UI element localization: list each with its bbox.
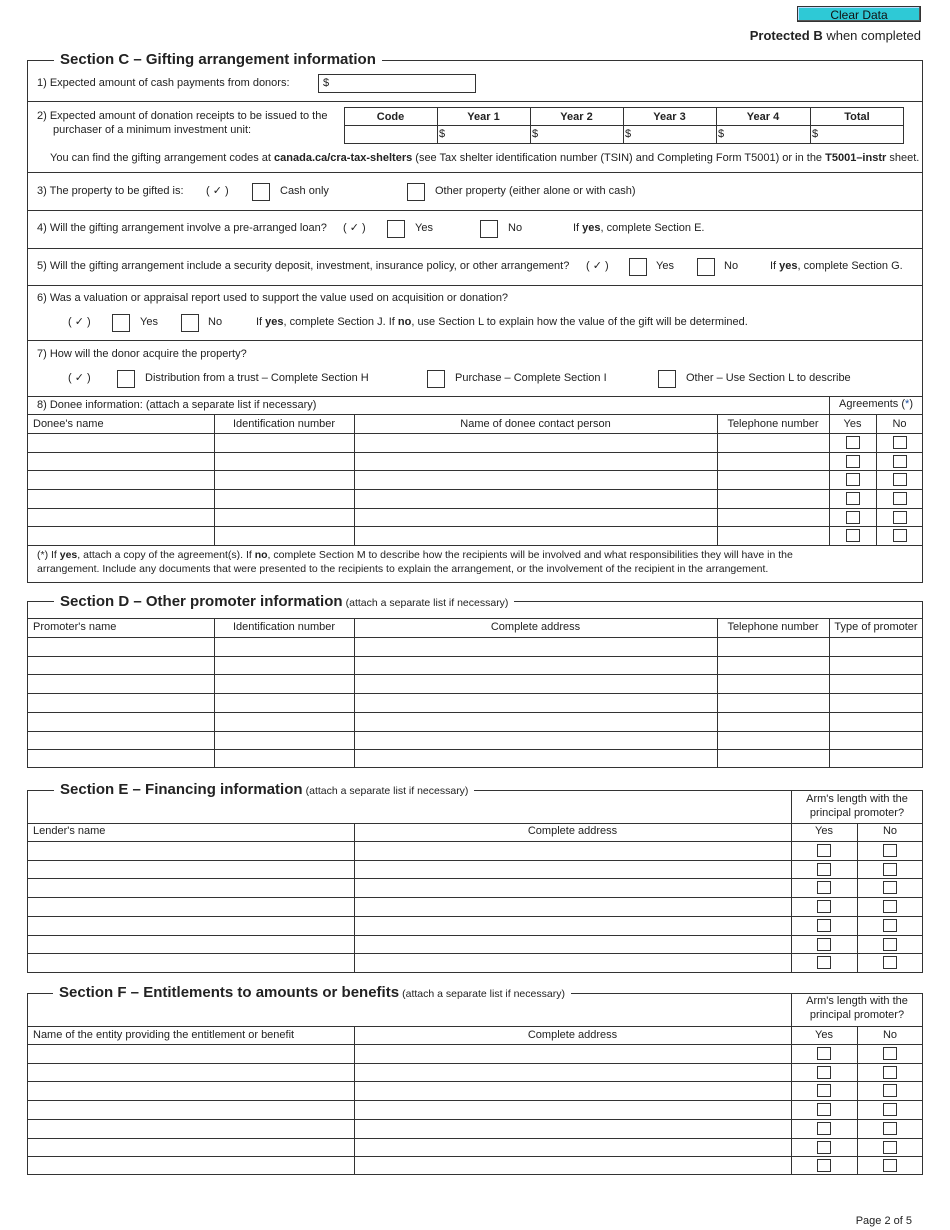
- security-yes-checkbox[interactable]: [629, 258, 647, 276]
- donee-id-input[interactable]: [215, 490, 354, 507]
- q3-label: 3) The property to be gifted is:: [37, 185, 184, 197]
- arms-length-1: Arm's length with the: [806, 995, 908, 1007]
- code-input[interactable]: [345, 126, 437, 144]
- promoter-id-input[interactable]: [215, 750, 354, 767]
- arms-length-no-checkbox[interactable]: [883, 1141, 897, 1154]
- donee-contact-input[interactable]: [355, 434, 717, 451]
- col-f-yes: Yes: [815, 1029, 833, 1041]
- clear-data-button[interactable]: Clear Data: [797, 6, 921, 22]
- arms-length-no-checkbox[interactable]: [883, 919, 897, 932]
- col-entity-address: Complete address: [527, 1029, 618, 1041]
- lender-name-input[interactable]: [28, 879, 354, 896]
- arms-length-no-checkbox[interactable]: [883, 881, 897, 894]
- arms-length-yes-checkbox[interactable]: [817, 919, 831, 932]
- promoter-address-input[interactable]: [355, 638, 717, 655]
- promoter-phone-input[interactable]: [718, 675, 829, 692]
- col-donee-id: Identification number: [232, 418, 336, 430]
- agreements-footnote: (*) If yes, attach a copy of the agreement(s). If no, complete Section M to describe how the recipients will be involved and what responsibilities they will have in the: [37, 549, 793, 561]
- col-year3: Year 3: [653, 111, 686, 123]
- arms-length-no-checkbox[interactable]: [883, 1066, 897, 1079]
- lender-address-input[interactable]: [355, 954, 791, 971]
- col-entity-name: Name of the entity providing the entitlement or benefit: [33, 1029, 295, 1041]
- check-hint: ( ✓ ): [206, 185, 229, 197]
- trust-label: Distribution from a trust – Complete Section H: [145, 372, 369, 384]
- arms-length-1: Arm's length with the: [806, 793, 908, 805]
- donee-id-input[interactable]: [215, 509, 354, 526]
- col-year2: Year 2: [560, 111, 593, 123]
- donee-id-input[interactable]: [215, 527, 354, 544]
- check-hint: ( ✓ ): [68, 316, 91, 328]
- purchase-label: Purchase – Complete Section I: [455, 372, 607, 384]
- entity-name-input[interactable]: [28, 1157, 354, 1174]
- promoter-id-input[interactable]: [215, 694, 354, 711]
- valuation-yes-label: Yes: [140, 316, 158, 328]
- promoter-id-input[interactable]: [215, 732, 354, 749]
- agreement-no-checkbox[interactable]: [893, 473, 907, 486]
- promoter-phone-input[interactable]: [718, 694, 829, 711]
- promoter-name-input[interactable]: [28, 694, 214, 711]
- entity-name-input[interactable]: [28, 1064, 354, 1081]
- q4-label: 4) Will the gifting arrangement involve a pre-arranged loan?: [37, 222, 327, 234]
- codes-note: You can find the gifting arrangement codes at canada.ca/cra-tax-shelters (see Tax shelter identification number (TSIN) and Completing Form T5001) or in the T5001–instr sheet.: [50, 152, 920, 164]
- other-acquire-checkbox[interactable]: [658, 370, 676, 388]
- arms-length-yes-checkbox[interactable]: [817, 844, 831, 857]
- arms-length-no-checkbox[interactable]: [883, 844, 897, 857]
- promoter-type-input[interactable]: [830, 732, 923, 749]
- promoter-type-input[interactable]: [830, 638, 923, 655]
- arms-length-no-checkbox[interactable]: [883, 1159, 897, 1172]
- col-promoter-type: Type of promoter: [834, 621, 918, 633]
- valuation-no-checkbox[interactable]: [181, 314, 199, 332]
- col-donee-phone: Telephone number: [727, 418, 819, 430]
- promoter-phone-input[interactable]: [718, 657, 829, 674]
- valuation-no-label: No: [208, 316, 223, 328]
- arms-length-no-checkbox[interactable]: [883, 1047, 897, 1060]
- q6-label: 6) Was a valuation or appraisal report used to support the value used on acquisition or donation?: [37, 292, 509, 304]
- year3-input[interactable]: $: [625, 128, 632, 140]
- entity-name-input[interactable]: [28, 1045, 354, 1062]
- lender-name-input[interactable]: [28, 842, 354, 859]
- agreement-yes-checkbox[interactable]: [846, 511, 860, 524]
- col-total: Total: [844, 111, 870, 123]
- promoter-name-input[interactable]: [28, 732, 214, 749]
- entity-name-input[interactable]: [28, 1139, 354, 1156]
- col-promoter-phone: Telephone number: [727, 621, 819, 633]
- arms-length-no-checkbox[interactable]: [883, 900, 897, 913]
- lender-name-input[interactable]: [28, 898, 354, 915]
- arms-length-yes-checkbox[interactable]: [817, 863, 831, 876]
- arms-length-yes-checkbox[interactable]: [817, 1047, 831, 1060]
- q1-currency: $: [323, 77, 330, 89]
- entity-name-input[interactable]: [28, 1120, 354, 1137]
- donee-phone-input[interactable]: [718, 471, 829, 488]
- col-promoter-id: Identification number: [232, 621, 336, 633]
- entity-address-input[interactable]: [355, 1082, 791, 1099]
- entity-address-input[interactable]: [355, 1139, 791, 1156]
- col-e-yes: Yes: [815, 825, 833, 837]
- arms-length-no-checkbox[interactable]: [883, 1084, 897, 1097]
- agreement-yes-checkbox[interactable]: [846, 492, 860, 505]
- purchase-checkbox[interactable]: [427, 370, 445, 388]
- arms-length-yes-checkbox[interactable]: [817, 900, 831, 913]
- agreement-no-checkbox[interactable]: [893, 511, 907, 524]
- col-agree-no: No: [892, 418, 907, 430]
- agreements-header: Agreements (*): [839, 398, 913, 410]
- promoter-phone-input[interactable]: [718, 750, 829, 767]
- col-e-no: No: [882, 825, 898, 837]
- promoter-type-input[interactable]: [830, 694, 923, 711]
- promoter-address-input[interactable]: [355, 732, 717, 749]
- agreement-yes-checkbox[interactable]: [846, 529, 860, 542]
- arms-length-yes-checkbox[interactable]: [817, 956, 831, 969]
- entity-address-input[interactable]: [355, 1101, 791, 1118]
- q2-label-1: 2) Expected amount of donation receipts to be issued to the: [37, 110, 328, 122]
- donee-contact-input[interactable]: [355, 490, 717, 507]
- donee-name-input[interactable]: [28, 527, 214, 544]
- arms-length-yes-checkbox[interactable]: [817, 881, 831, 894]
- security-no-label: No: [724, 260, 739, 272]
- arms-length-no-checkbox[interactable]: [883, 938, 897, 951]
- agreement-yes-checkbox[interactable]: [846, 473, 860, 486]
- donee-name-input[interactable]: [28, 509, 214, 526]
- entity-address-input[interactable]: [355, 1064, 791, 1081]
- donee-contact-input[interactable]: [355, 527, 717, 544]
- donee-name-input[interactable]: [28, 453, 214, 470]
- promoter-type-input[interactable]: [830, 750, 923, 767]
- entity-address-input[interactable]: [355, 1045, 791, 1062]
- arms-length-no-checkbox[interactable]: [883, 956, 897, 969]
- arms-length-yes-checkbox[interactable]: [817, 1141, 831, 1154]
- section-e-title: Section E – Financing information (attach a separate list if necessary): [54, 781, 474, 798]
- arms-length-yes-checkbox[interactable]: [817, 1084, 831, 1097]
- q6-note: If yes, complete Section J. If no, use Section L to explain how the value of the gift will be determined.: [256, 316, 748, 328]
- donee-contact-input[interactable]: [355, 509, 717, 526]
- arms-length-yes-checkbox[interactable]: [817, 1159, 831, 1172]
- donee-name-input[interactable]: [28, 434, 214, 451]
- promoter-name-input[interactable]: [28, 638, 214, 655]
- col-code: Code: [376, 111, 405, 123]
- entity-address-input[interactable]: [355, 1157, 791, 1174]
- promoter-type-input[interactable]: [830, 713, 923, 730]
- arms-length-yes-checkbox[interactable]: [817, 1122, 831, 1135]
- q7-label: 7) How will the donor acquire the property?: [37, 348, 247, 360]
- agreement-no-checkbox[interactable]: [893, 492, 907, 505]
- lender-address-input[interactable]: [355, 879, 791, 896]
- promoter-type-input[interactable]: [830, 675, 923, 692]
- arms-length-yes-checkbox[interactable]: [817, 938, 831, 951]
- donee-id-input[interactable]: [215, 434, 354, 451]
- donee-phone-input[interactable]: [718, 453, 829, 470]
- agreement-no-checkbox[interactable]: [893, 529, 907, 542]
- check-hint: ( ✓ ): [68, 372, 91, 384]
- cash-only-checkbox[interactable]: [252, 183, 270, 201]
- promoter-id-input[interactable]: [215, 713, 354, 730]
- col-promoter-name: Promoter's name: [33, 621, 117, 633]
- promoter-name-input[interactable]: [28, 657, 214, 674]
- cash-only-label: Cash only: [280, 185, 329, 197]
- promoter-phone-input[interactable]: [718, 713, 829, 730]
- protected-label: Protected B when completed: [749, 28, 921, 43]
- arms-length-no-checkbox[interactable]: [883, 1122, 897, 1135]
- page-number: Page 2 of 5: [855, 1215, 912, 1227]
- loan-no-checkbox[interactable]: [480, 220, 498, 238]
- donee-id-input[interactable]: [215, 471, 354, 488]
- arms-length-no-checkbox[interactable]: [883, 1103, 897, 1116]
- arms-length-no-checkbox[interactable]: [883, 863, 897, 876]
- q5-note: If yes, complete Section G.: [770, 260, 903, 272]
- total-input[interactable]: $: [812, 128, 819, 140]
- q8-label: 8) Donee information: (attach a separate list if necessary): [37, 399, 317, 411]
- donee-name-input[interactable]: [28, 471, 214, 488]
- promoter-id-input[interactable]: [215, 657, 354, 674]
- cash-payments-input[interactable]: [318, 74, 476, 93]
- q4-note: If yes, complete Section E.: [573, 222, 705, 234]
- year2-input[interactable]: $: [532, 128, 539, 140]
- promoter-phone-input[interactable]: [718, 732, 829, 749]
- donee-phone-input[interactable]: [718, 490, 829, 507]
- agreement-no-checkbox[interactable]: [893, 455, 907, 468]
- agreement-yes-checkbox[interactable]: [846, 436, 860, 449]
- arms-length-yes-checkbox[interactable]: [817, 1103, 831, 1116]
- q2-label-2: purchaser of a minimum investment unit:: [53, 124, 252, 136]
- col-year1: Year 1: [467, 111, 500, 123]
- entity-name-input[interactable]: [28, 1082, 354, 1099]
- donee-phone-input[interactable]: [718, 434, 829, 451]
- year4-input[interactable]: $: [718, 128, 725, 140]
- col-lender-address: Complete address: [527, 825, 618, 837]
- agreement-yes-checkbox[interactable]: [846, 455, 860, 468]
- q5-label: 5) Will the gifting arrangement include a security deposit, investment, insurance policy, or other arrangement?: [37, 260, 570, 272]
- col-donee-contact: Name of donee contact person: [460, 418, 611, 430]
- promoter-name-input[interactable]: [28, 750, 214, 767]
- lender-address-input[interactable]: [355, 842, 791, 859]
- promoter-address-input[interactable]: [355, 713, 717, 730]
- col-promoter-address: Complete address: [490, 621, 581, 633]
- donee-name-input[interactable]: [28, 490, 214, 507]
- arms-length-2: principal promoter?: [809, 807, 905, 819]
- promoter-type-input[interactable]: [830, 657, 923, 674]
- donee-contact-input[interactable]: [355, 453, 717, 470]
- trust-checkbox[interactable]: [117, 370, 135, 388]
- entity-name-input[interactable]: [28, 1101, 354, 1118]
- promoter-address-input[interactable]: [355, 675, 717, 692]
- check-hint: ( ✓ ): [586, 260, 609, 272]
- promoter-address-input[interactable]: [355, 694, 717, 711]
- agreement-no-checkbox[interactable]: [893, 436, 907, 449]
- q1-label: 1) Expected amount of cash payments from donors:: [37, 77, 290, 89]
- loan-yes-checkbox[interactable]: [387, 220, 405, 238]
- promoter-address-input[interactable]: [355, 750, 717, 767]
- valuation-yes-checkbox[interactable]: [112, 314, 130, 332]
- lender-name-input[interactable]: [28, 861, 354, 878]
- section-d-title: Section D – Other promoter information (attach a separate list if necessary): [54, 593, 514, 610]
- entity-address-input[interactable]: [355, 1120, 791, 1137]
- other-property-label: Other property (either alone or with cash): [435, 185, 636, 197]
- donee-phone-input[interactable]: [718, 527, 829, 544]
- col-lender-name: Lender's name: [33, 825, 106, 837]
- promoter-id-input[interactable]: [215, 675, 354, 692]
- col-donee-name: Donee's name: [33, 418, 104, 430]
- lender-address-input[interactable]: [355, 898, 791, 915]
- promoter-name-input[interactable]: [28, 675, 214, 692]
- lender-name-input[interactable]: [28, 936, 354, 953]
- donee-phone-input[interactable]: [718, 509, 829, 526]
- lender-address-input[interactable]: [355, 861, 791, 878]
- lender-name-input[interactable]: [28, 954, 354, 971]
- check-hint: ( ✓ ): [343, 222, 366, 234]
- lender-address-input[interactable]: [355, 917, 791, 934]
- promoter-phone-input[interactable]: [718, 638, 829, 655]
- other-acquire-label: Other – Use Section L to describe: [686, 372, 851, 384]
- col-year4: Year 4: [746, 111, 780, 123]
- agreements-footnote-2: arrangement. Include any documents that were presented to the recipients to explain the arrangement, or the involvement of the recipient in the arrangement.: [37, 563, 769, 575]
- security-no-checkbox[interactable]: [697, 258, 715, 276]
- year1-input[interactable]: $: [439, 128, 446, 140]
- loan-yes-label: Yes: [415, 222, 433, 234]
- other-property-checkbox[interactable]: [407, 183, 425, 201]
- promoter-id-input[interactable]: [215, 638, 354, 655]
- section-c-title: Section C – Gifting arrangement information: [54, 51, 382, 68]
- security-yes-label: Yes: [656, 260, 674, 272]
- promoter-name-input[interactable]: [28, 713, 214, 730]
- lender-name-input[interactable]: [28, 917, 354, 934]
- arms-length-yes-checkbox[interactable]: [817, 1066, 831, 1079]
- section-f-title: Section F – Entitlements to amounts or benefits (attach a separate list if necessary): [53, 984, 571, 1001]
- donee-contact-input[interactable]: [355, 471, 717, 488]
- donee-id-input[interactable]: [215, 453, 354, 470]
- loan-no-label: No: [508, 222, 523, 234]
- promoter-address-input[interactable]: [355, 657, 717, 674]
- lender-address-input[interactable]: [355, 936, 791, 953]
- arms-length-2: principal promoter?: [809, 1009, 905, 1021]
- col-agree-yes: Yes: [843, 418, 862, 430]
- col-f-no: No: [882, 1029, 898, 1041]
